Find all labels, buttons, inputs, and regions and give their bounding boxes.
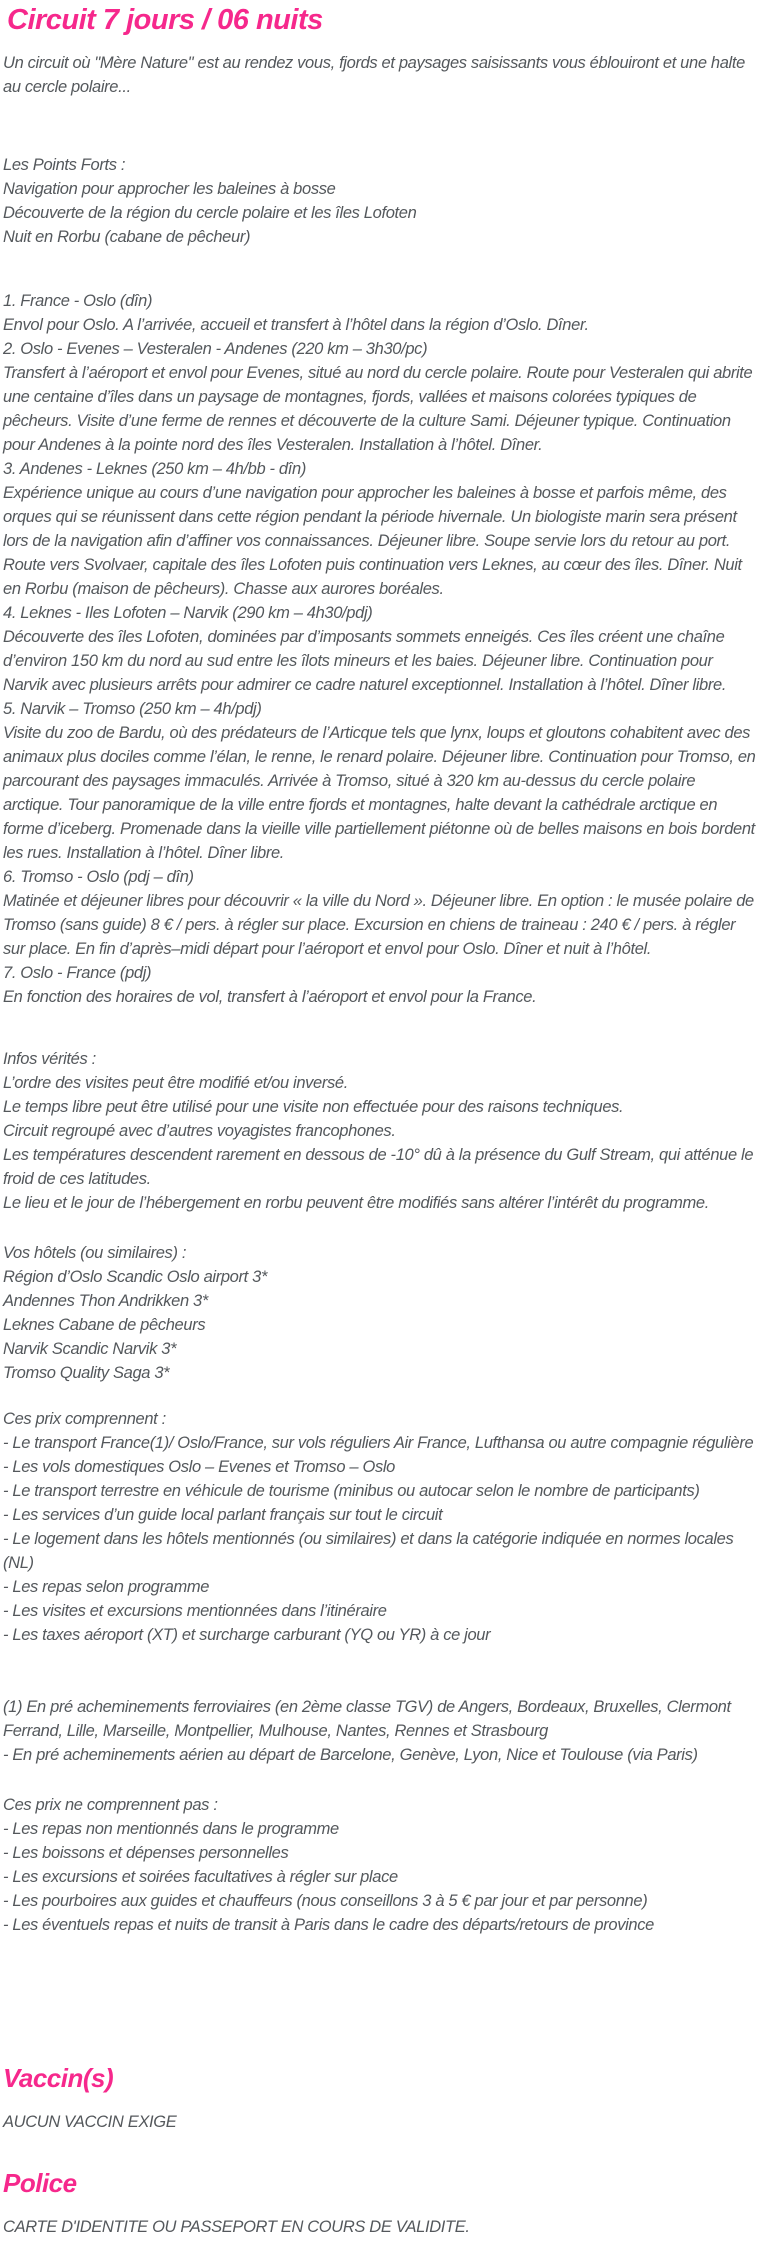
not-included-heading: Ces prix ne comprennent pas : <box>3 1796 218 1814</box>
itinerary-day <box>3 601 756 697</box>
pre-routing-item: (1) En pré acheminements ferroviaires (en 2ème classe TGV) de Angers, Bordeaux, Bruxelles, Clermont Ferrand, Lille, Marseille, Montpellier, Mulhouse, Nantes, Rennes et Strasbourg <box>3 1698 731 1740</box>
day-description: Transfert à l’aéroport et envol pour Evenes, situé au nord du cercle polaire. Route pour Vesteralen qui abrite une centaine d’îles dans un paysage de montagnes, fjords, vallées et maisons colorées typiques de pêcheurs. Visite d’une ferme de rennes et découverte de la culture Sami. Déjeuner typique. Continuation pour Andenes à la pointe nord des îles Vesteralen. Installation à l’hôtel. Dîner. <box>3 364 753 454</box>
included-item: - Les taxes aéroport (XT) et surcharge carburant (YQ ou YR) à ce jour <box>3 1626 491 1644</box>
infos-heading: Infos vérités : <box>3 1050 96 1068</box>
included-item: - Les repas selon programme <box>3 1578 210 1596</box>
day-title: 3. Andenes - Leknes (250 km – 4h/bb - dîn) <box>3 460 306 478</box>
itinerary-day <box>3 457 756 601</box>
day-description: Visite du zoo de Bardu, où des prédateurs de l’Articque tels que lynx, loups et gloutons cohabitent avec des animaux plus dociles comme l’élan, le renne, le renard polaire. Déjeuner libre. Continuation pour Tromso, en parcourant des paysages immaculés. Arrivée à Tromso, situé à 320 km au-dessus du cercle polaire arctique. Tour panoramique de la ville entre fjords et montagnes, halte devant la cathédrale arctique en forme d’iceberg. Promenade dans la vieille ville partiellement piétonne où de belles maisons en bois bordent les rues. Installation à l’hôtel. Dîner libre. <box>3 724 756 862</box>
day-description: Expérience unique au cours d’une navigation pour approcher les baleines à bosse et parfois même, des orques qui se réunissent dans cette région pendant la période hivernale. Un biologiste marin sera présent lors de la navigation afin d’affiner vos connaissances. Déjeuner libre. Soupe servie lors du retour au port. Route vers Svolvaer, capitale des îles Lofoten puis continuation vers Leknes, au cœur des îles. Dîner. Nuit en Rorbu (maison de pêcheurs). Chasse aux aurores boréales. <box>3 484 742 598</box>
included-item: - Les vols domestiques Oslo – Evenes et Tromso – Oslo <box>3 1458 395 1476</box>
highlight-item: Navigation pour approcher les baleines à bosse <box>3 180 336 198</box>
day-title: 2. Oslo - Evenes – Vesteralen - Andenes (220 km – 3h30/pc) <box>3 340 428 358</box>
pre-routing-section <box>3 1695 756 1767</box>
not-included-item: - Les repas non mentionnés dans le programme <box>3 1820 339 1838</box>
police-heading: Police <box>3 2168 77 2198</box>
info-item: L’ordre des visites peut être modifié et/ou inversé. <box>3 1074 348 1092</box>
not-included-item: - Les boissons et dépenses personnelles <box>3 1844 289 1862</box>
highlight-item: Nuit en Rorbu (cabane de pêcheur) <box>3 228 251 246</box>
day-title: 6. Tromso - Oslo (pdj – dîn) <box>3 868 194 886</box>
police-text: CARTE D'IDENTITE OU PASSEPORT EN COURS DE VALIDITE. <box>3 2218 470 2236</box>
day-title: 5. Narvik – Tromso (250 km – 4h/pdj) <box>3 700 262 718</box>
day-title: 1. France - Oslo (dîn) <box>3 292 153 310</box>
hotels-list <box>3 1265 756 1385</box>
highlights-section <box>3 153 756 249</box>
day-description: En fonction des horaires de vol, transfert à l’aéroport et envol pour la France. <box>3 988 537 1006</box>
included-item: - Le transport terrestre en véhicule de tourisme (minibus ou autocar selon le nombre de participants) <box>3 1482 700 1500</box>
itinerary-day <box>3 865 756 961</box>
pre-routing-item: - En pré acheminements aérien au départ de Barcelone, Genève, Lyon, Nice et Toulouse (via Paris) <box>3 1746 698 1764</box>
vaccines-section <box>3 2063 756 2134</box>
included-item: - Les services d’un guide local parlant français sur tout le circuit <box>3 1506 443 1524</box>
not-included-item: - Les excursions et soirées facultatives à régler sur place <box>3 1868 398 1886</box>
included-list <box>3 1431 756 1647</box>
itinerary-day <box>3 337 756 457</box>
info-item: Le lieu et le jour de l’hébergement en rorbu peuvent être modifiés sans altérer l’intérêt du programme. <box>3 1194 709 1212</box>
included-item: - Les visites et excursions mentionnées dans l’itinéraire <box>3 1602 387 1620</box>
police-section <box>3 2168 756 2239</box>
hotel-item: Région d’Oslo Scandic Oslo airport 3* <box>3 1268 268 1286</box>
hotels-section <box>3 1241 756 1385</box>
hotel-item: Leknes Cabane de pêcheurs <box>3 1316 206 1334</box>
itinerary-section <box>3 289 756 1009</box>
highlight-item: Découverte de la région du cercle polaire et les îles Lofoten <box>3 204 417 222</box>
not-included-list <box>3 1817 756 1937</box>
vaccines-heading: Vaccin(s) <box>3 2063 114 2093</box>
itinerary-day <box>3 289 756 337</box>
infos-section <box>3 1047 756 1215</box>
itinerary-day <box>3 961 756 1009</box>
price-not-included-section <box>3 1793 756 1937</box>
highlights-heading: Les Points Forts : <box>3 156 126 174</box>
hotel-item: Andennes Thon Andrikken 3* <box>3 1292 208 1310</box>
day-description: Découverte des îles Lofoten, dominées par d’imposants sommets enneigés. Ces îles créent une chaîne d’environ 150 km du nord au sud entre les îlots mineurs et les baies. Déjeuner libre. Continuation pour Narvik avec plusieurs arrêts pour admirer ce cadre naturel exceptionnel. Installation à l’hôtel. Dîner libre. <box>3 628 727 694</box>
info-item: Circuit regroupé avec d’autres voyagistes francophones. <box>3 1122 396 1140</box>
info-item: Les températures descendent rarement en dessous de -10° dû à la présence du Gulf Stream, qui atténue le froid de ces latitudes. <box>3 1146 754 1188</box>
info-item: Le temps libre peut être utilisé pour une visite non effectuée pour des raisons techniques. <box>3 1098 624 1116</box>
included-heading: Ces prix comprennent : <box>3 1410 166 1428</box>
hotel-item: Tromso Quality Saga 3* <box>3 1364 170 1382</box>
price-included-section <box>3 1407 756 1647</box>
intro-text: Un circuit où "Mère Nature" est au rendez vous, fjords et paysages saisissants vous éblouiront et une halte au cercle polaire... <box>3 54 745 96</box>
vaccines-text: AUCUN VACCIN EXIGE <box>3 2113 177 2131</box>
hotel-item: Narvik Scandic Narvik 3* <box>3 1340 177 1358</box>
day-title: 4. Leknes - Iles Lofoten – Narvik (290 km – 4h30/pdj) <box>3 604 373 622</box>
not-included-item: - Les éventuels repas et nuits de transit à Paris dans le cadre des départs/retours de province <box>3 1916 654 1934</box>
day-title: 7. Oslo - France (pdj) <box>3 964 152 982</box>
page-title: Circuit 7 jours / 06 nuits <box>7 4 323 36</box>
itinerary-day <box>3 697 756 865</box>
hotels-heading: Vos hôtels (ou similaires) : <box>3 1244 187 1262</box>
day-description: Matinée et déjeuner libres pour découvrir « la ville du Nord ». Déjeuner libre. En option : le musée polaire de Tromso (sans guide) 8 € / pers. à régler sur place. Excursion en chiens de traineau : 240 € / pers. à régler sur place. En fin d’après–midi départ pour l’aéroport et envol pour Oslo. Dîner et nuit à l’hôtel. <box>3 892 754 958</box>
infos-list <box>3 1071 756 1215</box>
day-description: Envol pour Oslo. A l’arrivée, accueil et transfert à l’hôtel dans la région d’Oslo. Dîner. <box>3 316 589 334</box>
not-included-item: - Les pourboires aux guides et chauffeurs (nous conseillons 3 à 5 € par jour et par personne) <box>3 1892 648 1910</box>
included-item: - Le logement dans les hôtels mentionnés (ou similaires) et dans la catégorie indiquée en normes locales (NL) <box>3 1530 734 1572</box>
highlights-list <box>3 177 756 249</box>
included-item: - Le transport France(1)/ Oslo/France, sur vols réguliers Air France, Lufthansa ou autre compagnie régulière <box>3 1434 754 1452</box>
